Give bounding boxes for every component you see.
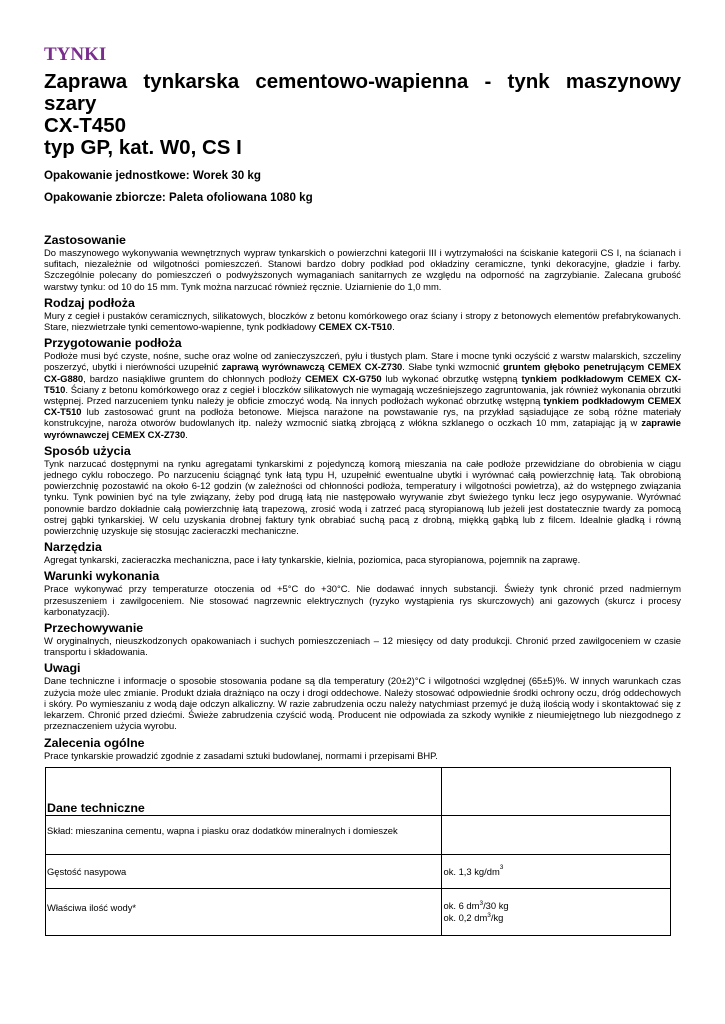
text-run: . Słabe tynki wzmocnić — [402, 361, 503, 373]
technical-data-table — [45, 767, 671, 936]
section-heading: Rodzaj podłoża — [44, 295, 135, 310]
document-page — [44, 44, 681, 936]
value-text: ok. 1,3 kg/dm — [443, 865, 500, 877]
bulk-density-label: Gęstość nasypowa — [46, 854, 442, 888]
section-rodzaj-podloza — [44, 296, 681, 332]
product-ref: CEMEX CX-T510 — [318, 321, 393, 333]
section-uwagi — [44, 661, 681, 731]
section-heading: Uwagi — [44, 661, 81, 676]
section-warunki — [44, 569, 681, 617]
product-ref: tynkiem podkładowym CEMEX CX-T510 — [44, 372, 681, 395]
section-text: Prace tynkarskie prowadzić zgodnie z zasadami sztuki budowlanej, normami i przepisami BHP. — [44, 749, 438, 761]
section-zastosowanie — [44, 233, 681, 292]
text-run: . — [392, 321, 395, 333]
bulk-density-value — [442, 854, 671, 888]
section-text — [44, 350, 681, 440]
text-run: Mury z cegieł i pustaków ceramicznych, silikatowych, bloczków z betonu komórkowego oraz ściany i stropy z betonowych elementów prefabrykowanych. Stare, niezwietrzałe tynki cementowo-wapienne, tynk podkładowy — [44, 309, 681, 333]
product-ref: gruntem głęboko penetrującym CEMEX CX-G880 — [44, 361, 682, 384]
product-ref: zaprawą wyrównawczą CEMEX CX-Z730 — [221, 361, 403, 373]
composition-cell: Skład: mieszanina cementu, wapna i piasku oraz dodatków mineralnych i domieszek — [46, 815, 442, 854]
water-amount-label: Właściwa ilość wody* — [46, 888, 442, 935]
section-text — [44, 310, 681, 332]
product-category: TYNKI — [44, 44, 107, 65]
section-przechowywanie — [44, 621, 681, 657]
section-text: Tynk narzucać dostępnymi na rynku agregatami tynkarskimi z pojedynczą komorą mieszania na całe podłoże przewidziane do obrobienia w ciągu jednego cyklu roboczego. Po narzuceniu ściągnąć tynk łatą typu H, uzupełnić ewentualne ubytki i wyrównać całą powierzchnię łatą. Tak obrobioną powierzchnię pozostawić na około 6-12 godzin (w zależności od chłonności podłoża, temperatury i wilgotności powietrza), aż do wstępnego związania tynku. Tynk powinien być na tyle związany, żeby pod drugą łatą nie następowało wyrywanie zbyt świeżego tynku lecz jego osypywanie. Wyrównać ponownie bardzo dokładnie całą powierzchnię łatą trapezową, zrosić wodą i zatrzeć pacą styropianową lub jeżeli jest dostatecznie twardy za pomocą ostrej gąbki tynkarskiej. W celu uzyskania drobnej faktury tynk obrabiać suchą pacą z drobną, miękką gąbką lub z filcem. Idealnie gładką i równą powierzchnię uzyskuje się stosując zacieraczki mechaniczne. — [44, 457, 681, 537]
section-text: Dane techniczne i informacje o sposobie stosowania podane są dla temperatury (20±2)°C i wilgotności względnej (65±5)%. W innych warunkach czas zużycia może ulec zmianie. Produkt działa drażniąco na oczy i drogi oddechowe. Należy stosować odpowiednie środki ochrony oczu, dróg oddechowych i skóry. Po wymieszaniu z wodą daje odczyn alkaliczny. W razie zabrudzenia oczu należy natychmiast przemyć je dużą ilością wody i skontaktować się z lekarzem. Chronić przed dziećmi. Świeże zabrudzenia czyścić wodą. Producent nie odpowiada za szkody wynikłe z nieumiejętnego lub niezgodnego z przeznaczeniem użycia wyrobu. — [44, 675, 681, 732]
text-run: . — [185, 428, 188, 440]
unit-exponent: 3 — [479, 899, 484, 907]
section-heading: Zastosowanie — [44, 233, 126, 247]
section-heading: Przechowywanie — [44, 621, 144, 636]
product-title — [44, 71, 681, 159]
text-run: Podłoże musi być czyste, nośne, suche oraz wolne od zanieczyszczeń, pyłu i tłustych plam. Stare i mocne tynki oczyścić z warstw malarskich, szczeliny poszerzyć, ubytki i nierówności uzupełnić — [44, 350, 681, 373]
table-heading: Dane techniczne — [46, 767, 442, 815]
section-sposob-uzycia — [44, 444, 681, 536]
table-row — [46, 888, 671, 935]
text-run: lub zastosować grunt na podłoża betonowe. Miejsca narażone na powstawanie rys, na przykład sąsiadujące ze sobą różne materiały konstrukcyjne, naroża otworów budowlanych itp. należy wzmocnić siatką zbrojącą z włókna szklanego o oczkach 10 mm, zatapiając ją w — [44, 406, 681, 429]
section-text: Do maszynowego wykonywania wewnętrznych wypraw tynkarskich o powierzchni kategorii III i wytrzymałości na ściskanie kategorii CS I, na ścianach i sufitach, niezależnie od wilgotności pomieszczeń. Stanowi bardzo dobry podkład pod okładziny ceramiczne, tynki dekoracyjne, gładzie i farby. Szczególnie polecany do pomieszczeń o podwyższonych wymaganiach sanitarnych ze względu na odporność na zagrzybianie. Zalecana grubość warstwy tynku: od 10 do 15 mm. Tynk można narzucać również ręcznie. Uziarnienie do 1,0 mm. — [44, 247, 681, 292]
section-heading: Sposób użycia — [44, 443, 131, 458]
section-text: Agregat tynkarski, zacieraczka mechaniczna, pace i łaty tynkarskie, kielnia, poziomica, paca styropianowa, pojemnik na zaprawę. — [44, 554, 581, 566]
unit-exponent: 3 — [487, 911, 491, 919]
bulk-packaging: Opakowanie zbiorcze: Paleta ofoliowana 1080 kg — [44, 191, 313, 204]
value-text: /kg — [490, 911, 504, 923]
section-text: W oryginalnych, nieuszkodzonych opakowaniach i suchych pomieszczeniach – 12 miesięcy od daty produkcji. Chronić przed zawilgoceniem w czasie transportu i składowania. — [44, 635, 681, 658]
text-run: lub wykonać obrzutkę wstępną — [381, 372, 522, 384]
section-heading: Warunki wykonania — [44, 569, 160, 584]
unit-exponent: 3 — [499, 863, 504, 871]
section-heading: Przygotowanie podłoża — [44, 336, 182, 351]
table-cell — [442, 767, 671, 815]
title-line-3: CX-T450 — [44, 114, 127, 137]
title-line-4: typ GP, kat. W0, CS I — [44, 136, 242, 159]
title-line-2: szary — [44, 92, 97, 115]
section-przygotowanie — [44, 336, 681, 440]
value-text: ok. 6 dm — [443, 899, 480, 911]
title-line-1: Zaprawa tynkarska cementowo-wapienna - tynk maszynowy — [44, 70, 681, 93]
text-run: , bardzo nasiąkliwe gruntem do chłonnych podłoży — [83, 372, 306, 384]
value-text: /30 kg — [483, 899, 509, 911]
table-cell — [442, 815, 671, 854]
section-heading: Narzędzia — [44, 540, 102, 555]
water-amount-value — [442, 888, 671, 935]
table-header-row — [46, 767, 671, 815]
product-ref: zaprawie wyrównawczej CEMEX CX-Z730 — [44, 417, 681, 440]
section-zalecenia — [44, 736, 681, 761]
value-text: ok. 0,2 dm — [443, 911, 488, 923]
section-narzedzia — [44, 540, 681, 565]
table-row — [46, 854, 671, 888]
text-run: . Ściany z betonu komórkowego oraz z cegieł i bloczków silikatowych nie wymagają wcześniejszego zagruntowania, jak również wykonania obrzutki wstępnej. Przed narzuceniem tynku należy je obficie zmoczyć wodą. Na innych podłożach wykonać obrzutkę wstępną — [44, 383, 681, 407]
product-ref: CEMEX CX-G750 — [305, 372, 382, 384]
section-heading: Zalecenia ogólne — [44, 735, 145, 750]
table-row — [46, 815, 671, 854]
unit-packaging: Opakowanie jednostkowe: Worek 30 kg — [44, 169, 261, 182]
product-ref: tynkiem podkładowym CEMEX CX-T510 — [44, 395, 681, 418]
section-text: Prace wykonywać przy temperaturze otoczenia od +5°C do +30°C. Nie dodawać innych substancji. Świeży tynk chronić przed nadmiernym przesuszeniem i zawilgoceniem. Nie stosować nagrzewnic elektrycznych (ryzyko wystąpienia rys skurczowych) ani gazowych (skurcz i procesy karbonatyzacji). — [44, 583, 681, 617]
